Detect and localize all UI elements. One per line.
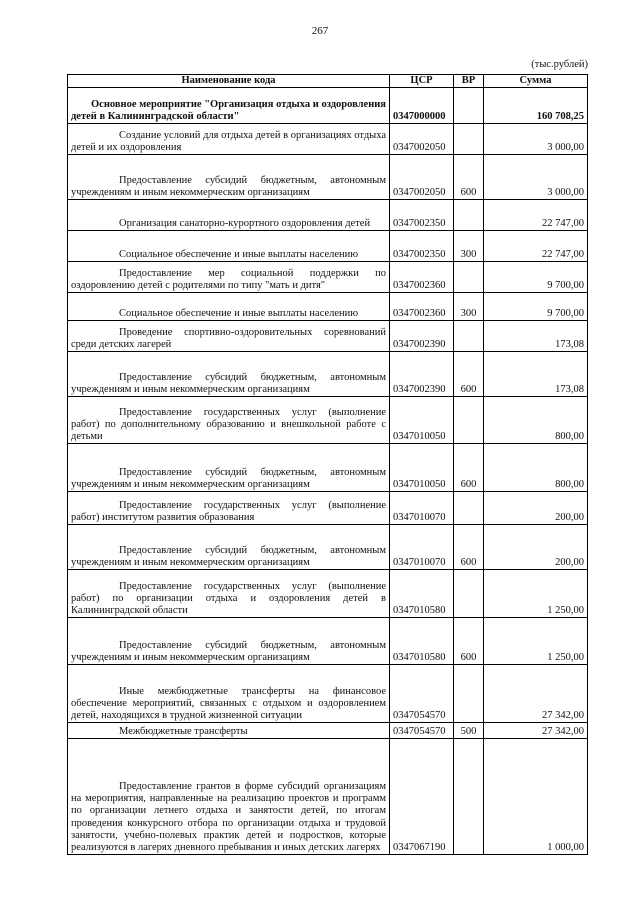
row-csr: 0347067190 <box>390 739 454 855</box>
row-sum: 173,08 <box>484 352 588 397</box>
row-vr: 300 <box>454 293 484 321</box>
row-vr <box>454 321 484 352</box>
row-name: Социальное обеспечение и иные выплаты населению <box>119 308 359 319</box>
row-csr: 0347010070 <box>390 525 454 570</box>
row-vr: 600 <box>454 525 484 570</box>
page-number: 267 <box>311 25 329 37</box>
table-row <box>68 262 588 293</box>
row-csr: 0347010050 <box>390 397 454 444</box>
row-sum: 800,00 <box>484 444 588 492</box>
row-name: Создание условий для отдыха детей в организациях отдыха детей и их оздоровления <box>71 129 386 153</box>
row-name-cell <box>68 231 390 262</box>
table-row <box>68 88 588 124</box>
row-sum: 22 747,00 <box>484 200 588 231</box>
row-name: Организация санаторно-курортного оздоровления детей <box>119 218 371 229</box>
row-sum: 1 250,00 <box>484 618 588 665</box>
row-vr: 300 <box>454 231 484 262</box>
row-name: Социальное обеспечение и иные выплаты населению <box>119 249 359 260</box>
row-vr <box>454 88 484 124</box>
row-csr: 0347002360 <box>390 262 454 293</box>
row-sum: 9 700,00 <box>484 293 588 321</box>
budget-table <box>67 74 588 855</box>
header-sum: Сумма <box>484 75 588 88</box>
row-name: Предоставление государственных услуг (выполнение работ) по дополнительному образованию и внешкольной работе с детьми <box>71 406 386 442</box>
table-row <box>68 570 588 618</box>
row-sum: 173,08 <box>484 321 588 352</box>
table-row <box>68 723 588 739</box>
row-name-cell <box>68 739 390 855</box>
row-vr: 600 <box>454 155 484 200</box>
row-name-cell <box>68 525 390 570</box>
table-row <box>68 321 588 352</box>
table-row <box>68 293 588 321</box>
row-vr: 500 <box>454 723 484 739</box>
row-name-cell <box>68 88 390 124</box>
row-name-cell <box>68 570 390 618</box>
header-vr: ВР <box>454 75 484 88</box>
row-csr: 0347000000 <box>390 88 454 124</box>
row-name: Предоставление субсидий бюджетным, автономным учреждениям и иным некоммерческим организациям <box>71 371 386 395</box>
row-sum: 3 000,00 <box>484 155 588 200</box>
row-name-cell <box>68 397 390 444</box>
row-sum: 1 000,00 <box>484 739 588 855</box>
table-row <box>68 525 588 570</box>
row-csr: 0347054570 <box>390 665 454 723</box>
row-csr: 0347002360 <box>390 293 454 321</box>
row-name: Предоставление субсидий бюджетным, автономным учреждениям и иным некоммерческим организациям <box>71 544 386 568</box>
row-sum: 800,00 <box>484 397 588 444</box>
row-name: Иные межбюджетные трансферты на финансовое обеспечение мероприятий, связанных с отдыхом и оздоровлением детей, находящихся в трудной жизненной ситуации <box>71 685 386 721</box>
row-sum: 200,00 <box>484 525 588 570</box>
table-row <box>68 231 588 262</box>
table-row <box>68 200 588 231</box>
table-row <box>68 124 588 155</box>
table-row <box>68 155 588 200</box>
row-name-cell <box>68 200 390 231</box>
row-sum: 22 747,00 <box>484 231 588 262</box>
row-sum: 200,00 <box>484 492 588 525</box>
units-label: (тыс.рублей) <box>531 59 588 70</box>
table-header-row <box>68 75 588 88</box>
row-vr <box>454 570 484 618</box>
row-sum: 9 700,00 <box>484 262 588 293</box>
row-name: Проведение спортивно-оздоровительных соревнований среди детских лагерей <box>71 326 386 350</box>
row-name-cell <box>68 321 390 352</box>
row-csr: 0347002350 <box>390 200 454 231</box>
row-csr: 0347002050 <box>390 155 454 200</box>
table-row <box>68 397 588 444</box>
row-csr: 0347002050 <box>390 124 454 155</box>
row-vr <box>454 739 484 855</box>
row-csr: 0347010580 <box>390 618 454 665</box>
row-name-cell <box>68 618 390 665</box>
row-vr <box>454 262 484 293</box>
row-name: Межбюджетные трансферты <box>119 726 248 737</box>
row-name-cell <box>68 492 390 525</box>
row-sum: 3 000,00 <box>484 124 588 155</box>
table-row <box>68 492 588 525</box>
row-csr: 0347002390 <box>390 321 454 352</box>
row-vr <box>454 665 484 723</box>
row-name-cell <box>68 124 390 155</box>
row-vr <box>454 397 484 444</box>
row-vr: 600 <box>454 444 484 492</box>
row-name-cell <box>68 293 390 321</box>
row-name: Основное мероприятие "Организация отдыха и оздоровления детей в Калининградской области" <box>71 98 386 122</box>
row-name: Предоставление субсидий бюджетным, автономным учреждениям и иным некоммерческим организациям <box>71 466 386 490</box>
row-name-cell <box>68 352 390 397</box>
row-vr: 600 <box>454 618 484 665</box>
row-sum: 160 708,25 <box>484 88 588 124</box>
row-name-cell <box>68 444 390 492</box>
row-csr: 0347002350 <box>390 231 454 262</box>
table-row <box>68 665 588 723</box>
row-name-cell <box>68 723 390 739</box>
row-vr <box>454 492 484 525</box>
row-name: Предоставление субсидий бюджетным, автономным учреждениям и иным некоммерческим организациям <box>71 639 386 663</box>
row-name-cell <box>68 262 390 293</box>
row-sum: 1 250,00 <box>484 570 588 618</box>
row-name: Предоставление грантов в форме субсидий организациям на мероприятия, направленные на реализацию проектов и программ по организации летнего отдыха и занятости детей, по итогам проведения конкурсного отбора по организации отдыха и трудовой занятости, учебно-полевых практик детей и подростков, которые реализуются в лагерях дневного пребывания и иных детских лагерях <box>71 780 386 853</box>
table-row <box>68 352 588 397</box>
row-csr: 0347010050 <box>390 444 454 492</box>
row-sum: 27 342,00 <box>484 665 588 723</box>
header-name: Наименование кода <box>68 75 390 88</box>
table-row <box>68 618 588 665</box>
row-sum: 27 342,00 <box>484 723 588 739</box>
row-vr <box>454 200 484 231</box>
row-vr: 600 <box>454 352 484 397</box>
row-name: Предоставление мер социальной поддержки по оздоровлению детей с родителями по типу "мать и дитя" <box>71 267 386 291</box>
table-row <box>68 444 588 492</box>
table-row <box>68 739 588 855</box>
row-name-cell <box>68 155 390 200</box>
row-csr: 0347010580 <box>390 570 454 618</box>
row-name: Предоставление субсидий бюджетным, автономным учреждениям и иным некоммерческим организациям <box>71 174 386 198</box>
row-csr: 0347010070 <box>390 492 454 525</box>
header-csr: ЦСР <box>390 75 454 88</box>
row-csr: 0347054570 <box>390 723 454 739</box>
row-vr <box>454 124 484 155</box>
row-csr: 0347002390 <box>390 352 454 397</box>
row-name: Предоставление государственных услуг (выполнение работ) институтом развития образования <box>71 499 386 523</box>
row-name: Предоставление государственных услуг (выполнение работ) по организации отдыха и оздоровления детей в Калининградской области <box>71 580 386 616</box>
row-name-cell <box>68 665 390 723</box>
